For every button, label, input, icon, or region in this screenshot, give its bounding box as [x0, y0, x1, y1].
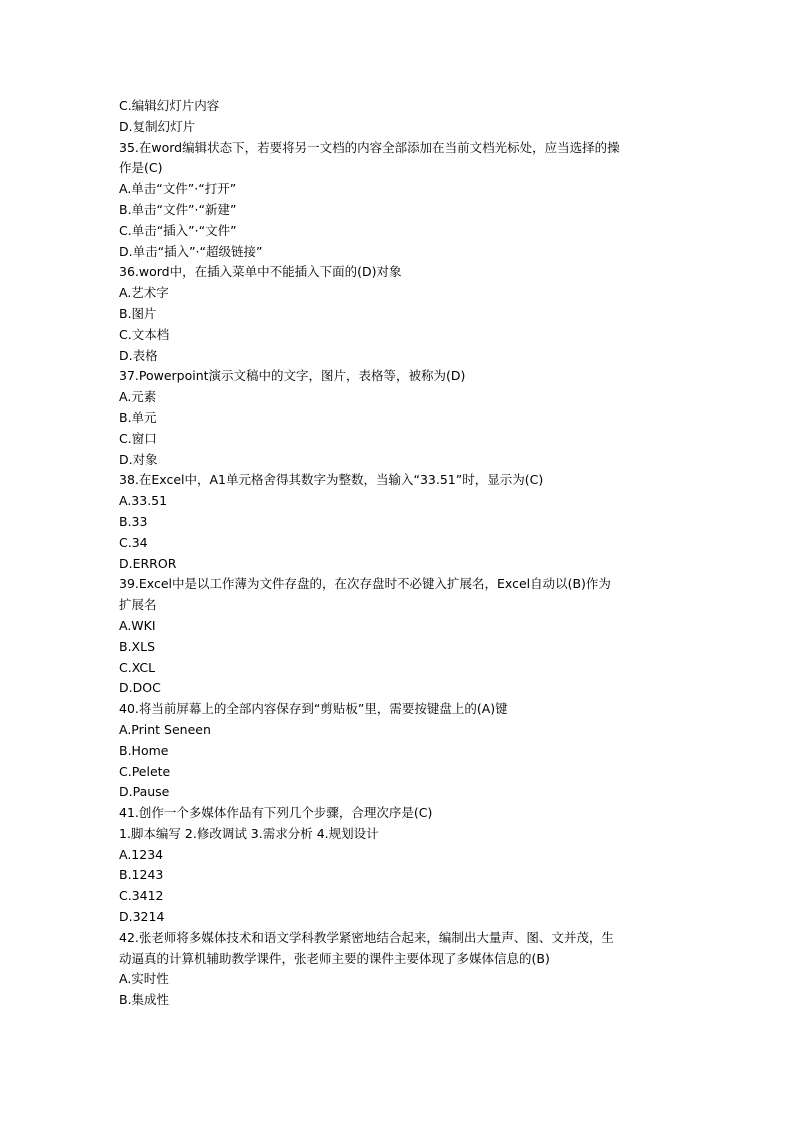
option-line: C.单击“插入”·“文件” — [119, 222, 237, 238]
option-line: B.单元 — [119, 409, 157, 425]
text-line: 扩展名 — [119, 597, 157, 613]
option-line: C.Pelete — [119, 763, 171, 779]
option-line: B.1243 — [119, 867, 164, 883]
option-line: D.ERROR — [119, 555, 177, 571]
question-42-line: 42.张老师将多媒体技术和语文学科教学紧密地结合起来，编制出大量声、图、文并茂，生 — [119, 929, 614, 945]
option-line: C.窗口 — [119, 430, 157, 446]
option-line: B.Home — [119, 742, 169, 758]
option-line: B.集成性 — [119, 992, 170, 1008]
option-line: A.艺术字 — [119, 285, 169, 301]
text-line: D.复制幻灯片 — [119, 118, 196, 134]
question-36-line: 36.word中，在插入菜单中不能插入下面的(D)对象 — [119, 264, 402, 280]
text-line: 动逼真的计算机辅助教学课件，张老师主要的课件主要体现了多媒体信息的(B) — [119, 950, 550, 966]
question-40-line: 40.将当前屏幕上的全部内容保存到“剪贴板”里，需要按键盘上的(A)键 — [119, 701, 508, 717]
option-line: A.单击“文件”·“打开” — [119, 181, 237, 197]
question-38-line: 38.在Excel中，A1单元格舍得其数字为整数，当输入“33.51”时，显示为(C) — [119, 472, 544, 488]
option-line: D.对象 — [119, 451, 158, 467]
option-line: A.元素 — [119, 389, 157, 405]
option-line: A.33.51 — [119, 493, 168, 509]
option-line: B.33 — [119, 513, 148, 529]
option-line: C.文本档 — [119, 326, 170, 342]
option-line: D.表格 — [119, 347, 158, 363]
text-line: C.编辑幻灯片内容 — [119, 98, 220, 113]
option-line: D.单击“插入”·“超级链接” — [119, 243, 263, 259]
question-39-line: 39.Excel中是以工作薄为文件存盘的，在次存盘时不必键入扩展名，Excel自动以(B)作为 — [119, 576, 611, 592]
option-line: A.实时性 — [119, 971, 169, 987]
option-line: C.XCL — [119, 659, 156, 675]
option-line: B.单击“文件”·“新建” — [119, 201, 237, 217]
text-line: 1.脚本编写 2.修改调试 3.需求分析 4.规划设计 — [119, 825, 379, 841]
question-37-line: 37.Powerpoint演示文稿中的文字，图片，表格等，被称为(D) — [119, 368, 466, 384]
option-line: D.DOC — [119, 680, 161, 696]
option-line: C.3412 — [119, 888, 164, 904]
document-page — [119, 96, 679, 1011]
question-41-line: 41.创作一个多媒体作品有下列几个步骤，合理次序是(C) — [119, 805, 433, 821]
question-35-line: 35.在word编辑状态下，若要将另一文档的内容全部添加在当前文档光标处，应当选择的操 — [119, 139, 620, 155]
text-line: 作是(C) — [119, 160, 163, 176]
option-line: A.Print Seneen — [119, 721, 211, 737]
option-line: D.Pause — [119, 784, 170, 800]
option-line: C.34 — [119, 534, 148, 550]
option-line: A.1234 — [119, 846, 164, 862]
option-line: A.WKI — [119, 617, 156, 633]
option-line: D.3214 — [119, 909, 165, 925]
option-line: B.图片 — [119, 305, 157, 321]
option-line: B.XLS — [119, 638, 156, 654]
